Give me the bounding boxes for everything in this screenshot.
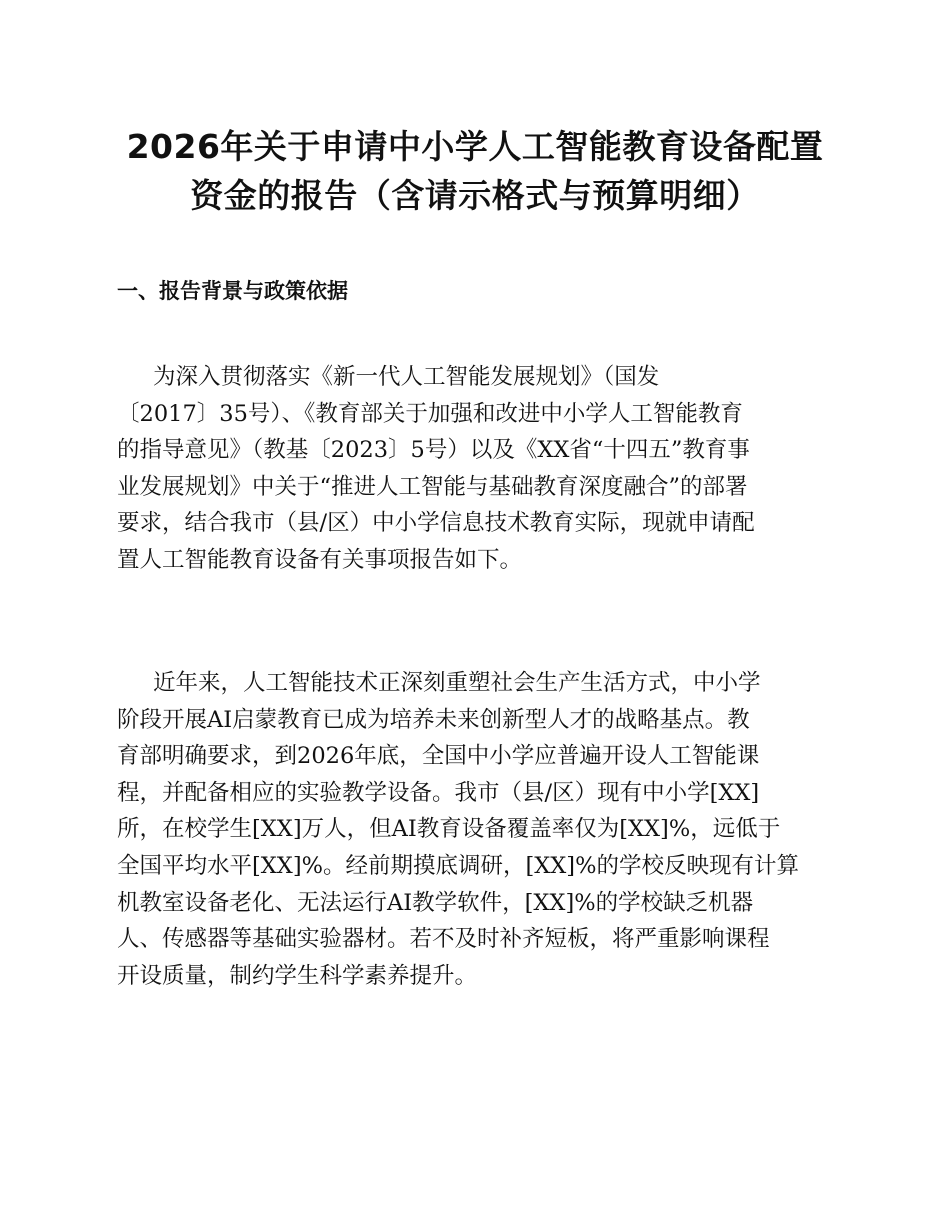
paragraph-line: 育部明确要求，到2026年底，全国中小学应普遍开设人工智能课: [117, 743, 760, 770]
paragraph-background: [117, 665, 837, 994]
paragraph-line: 阶段开展AI启蒙教育已成为培养未来创新型人才的战略基点。教: [117, 706, 750, 733]
section-heading: 一、报告背景与政策依据: [117, 279, 348, 303]
paragraph-line: 所，在校学生[XX]万人，但AI教育设备覆盖率仅为[XX]%，远低于: [117, 816, 781, 843]
paragraph-line: 为深入贯彻落实《新一代人工智能发展规划》（国发: [153, 364, 660, 390]
paragraph-line: 全国平均水平[XX]%。经前期摸底调研，[XX]%的学校反映现有计算: [117, 852, 799, 879]
document-title: [100, 122, 850, 220]
paragraph-line: 人、传感器等基础实验器材。若不及时补齐短板，将严重影响课程: [117, 926, 770, 953]
paragraph-policy-basis: [117, 359, 837, 579]
paragraph-line: 的指导意见》（教基〔2023〕5号）以及《XX省“十四五”教育事: [117, 437, 750, 464]
paragraph-line: 业发展规划》中关于“推进人工智能与基础教育深度融合”的部署: [117, 473, 748, 500]
paragraph-line: 〔2017〕35号）、《教育部关于加强和改进中小学人工智能教育: [117, 400, 743, 427]
paragraph-line: 机教室设备老化、无法运行AI教学软件，[XX]%的学校缺乏机器: [117, 889, 754, 916]
paragraph-line: 要求，结合我市（县/区）中小学信息技术教育实际，现就申请配: [117, 510, 755, 537]
paragraph-line: 近年来，人工智能技术正深刻重塑社会生产生活方式，中小学: [153, 670, 761, 696]
title-line: 2026年关于申请中小学人工智能教育设备配置: [126, 127, 824, 166]
paragraph-line: 程，并配备相应的实验教学设备。我市（县/区）现有中小学[XX]: [117, 779, 760, 806]
paragraph-line: 置人工智能教育设备有关事项报告如下。: [117, 546, 523, 573]
paragraph-line: 开设质量，制约学生科学素养提升。: [117, 962, 478, 989]
title-line: 资金的报告（含请示格式与预算明细）: [190, 176, 760, 215]
